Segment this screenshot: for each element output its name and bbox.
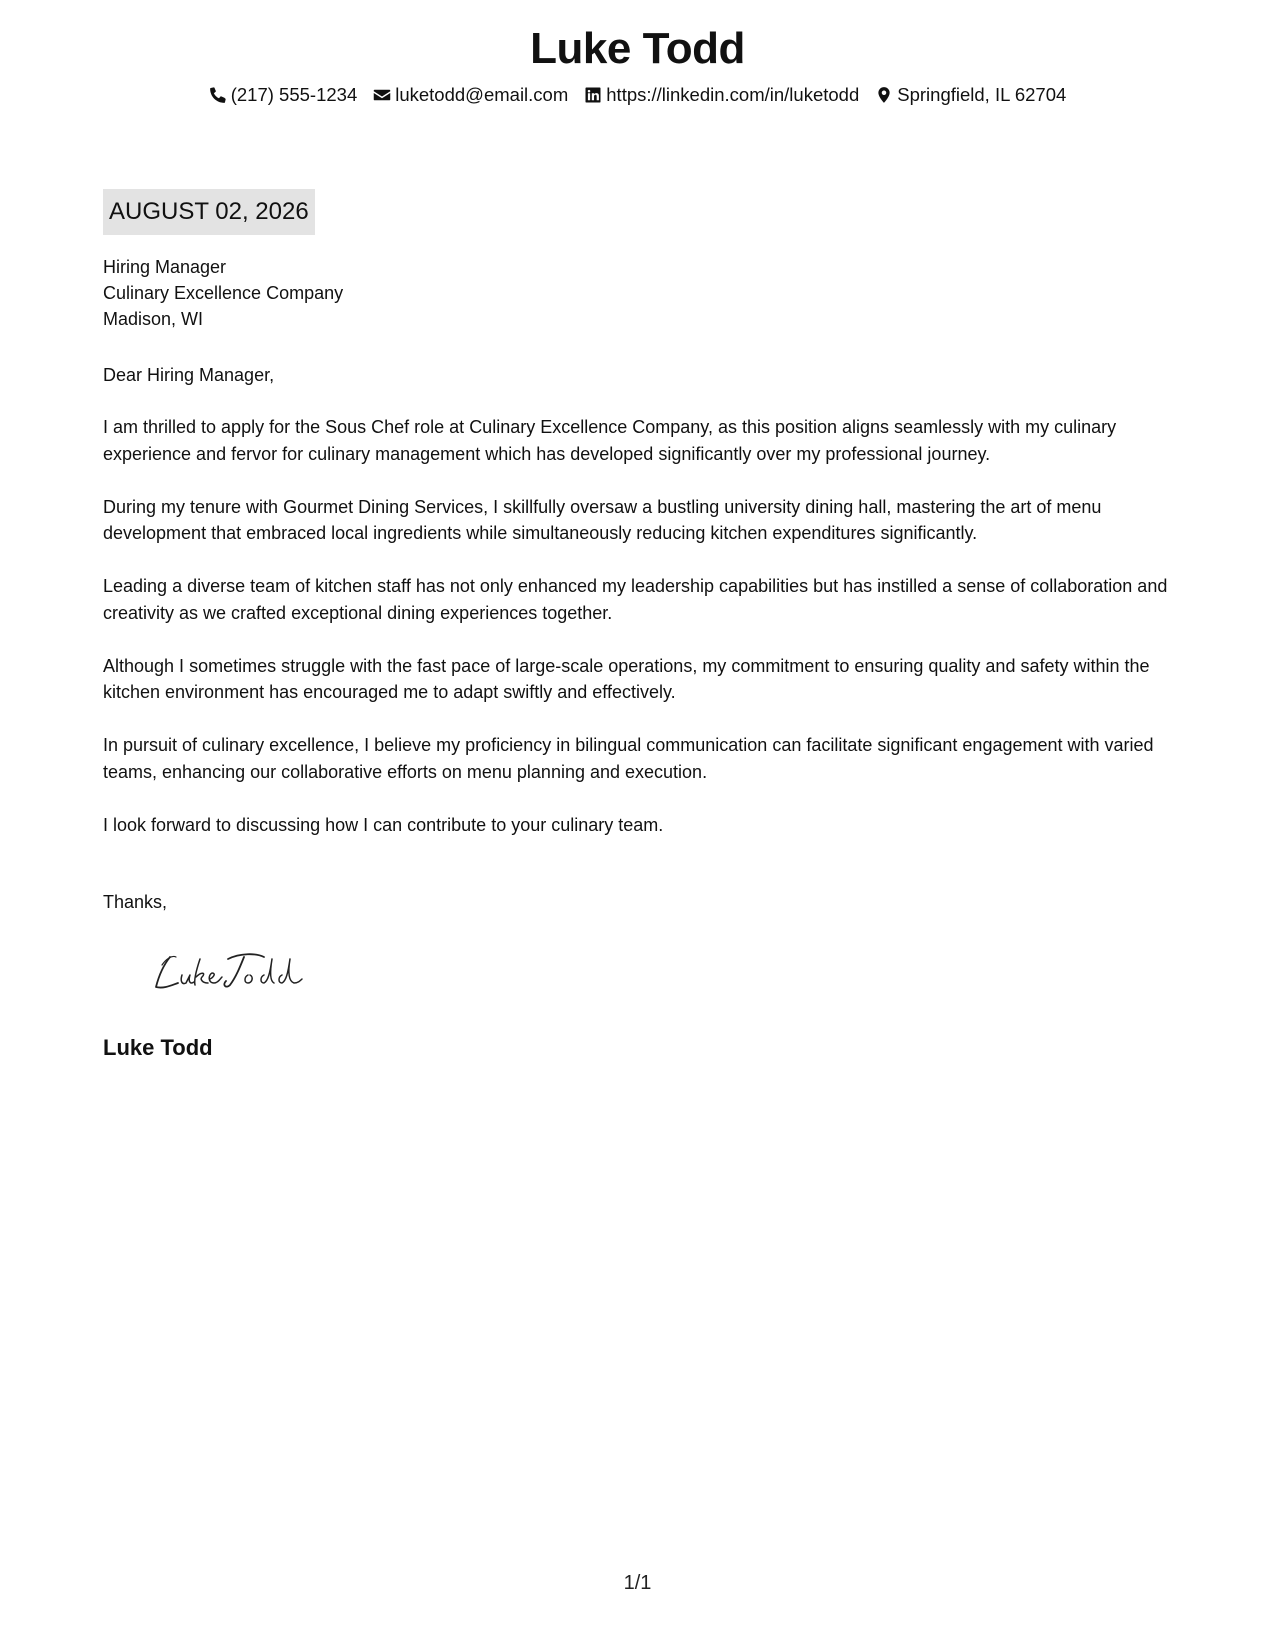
salutation: Dear Hiring Manager, [103,365,275,385]
body-paragraph: I look forward to discussing how I can contribute to your culinary team. [103,814,664,835]
recipient-block [103,254,343,332]
contact-location [875,82,1066,108]
phone-icon [209,86,227,104]
recipient-company: Culinary Excellence Company [103,283,344,303]
letter-date: AUGUST 02, 2026 [103,189,315,235]
recipient-location: Madison, WI [103,309,204,329]
body-paragraph: In pursuit of culinary excellence, I believe my proficiency in bilingual communication can facilitate significant engagement with varied teams, enhancing our collaborative efforts on menu planning and execution. [103,735,1154,782]
map-pin-icon [875,86,893,104]
contact-email[interactable] [373,82,568,108]
handwritten-signature [148,945,318,1001]
linkedin-icon [584,86,602,104]
letter-header [0,22,1275,108]
closing: Thanks, [103,892,168,912]
body-paragraph: During my tenure with Gourmet Dining Services, I skillfully oversaw a bustling university dining hall, mastering the art of menu development that embraced local ingredients while simultaneously reducing kitchen expenditures significantly. [103,496,1102,543]
body-paragraph: Leading a diverse team of kitchen staff has not only enhanced my leadership capabilities but has instilled a sense of collaboration and creativity as we crafted exceptional dining experiences together. [103,576,1168,623]
email-text: luketodd@email.com [395,84,569,105]
page-number: 1/1 [623,1572,652,1594]
envelope-icon [373,86,391,104]
letter-body [103,414,1173,865]
body-paragraph: I am thrilled to apply for the Sous Chef role at Culinary Excellence Company, as this position aligns seamlessly with my culinary experience and fervor for culinary management which has developed significantly over my professional journey. [103,417,1117,464]
phone-text: (217) 555-1234 [230,84,358,105]
contact-phone [209,82,358,108]
body-paragraph: Although I sometimes struggle with the fast pace of large-scale operations, my commitment to ensuring quality and safety within the kitchen environment has encouraged me to adapt swiftly and effectively. [103,655,1150,702]
linkedin-text: https://linkedin.com/in/luketodd [606,84,860,105]
recipient-title: Hiring Manager [103,257,227,277]
contact-linkedin[interactable] [584,82,859,108]
applicant-name: Luke Todd [530,24,745,73]
location-text: Springfield, IL 62704 [897,84,1067,105]
contact-info [0,82,1275,108]
signer-name: Luke Todd [103,1035,213,1060]
